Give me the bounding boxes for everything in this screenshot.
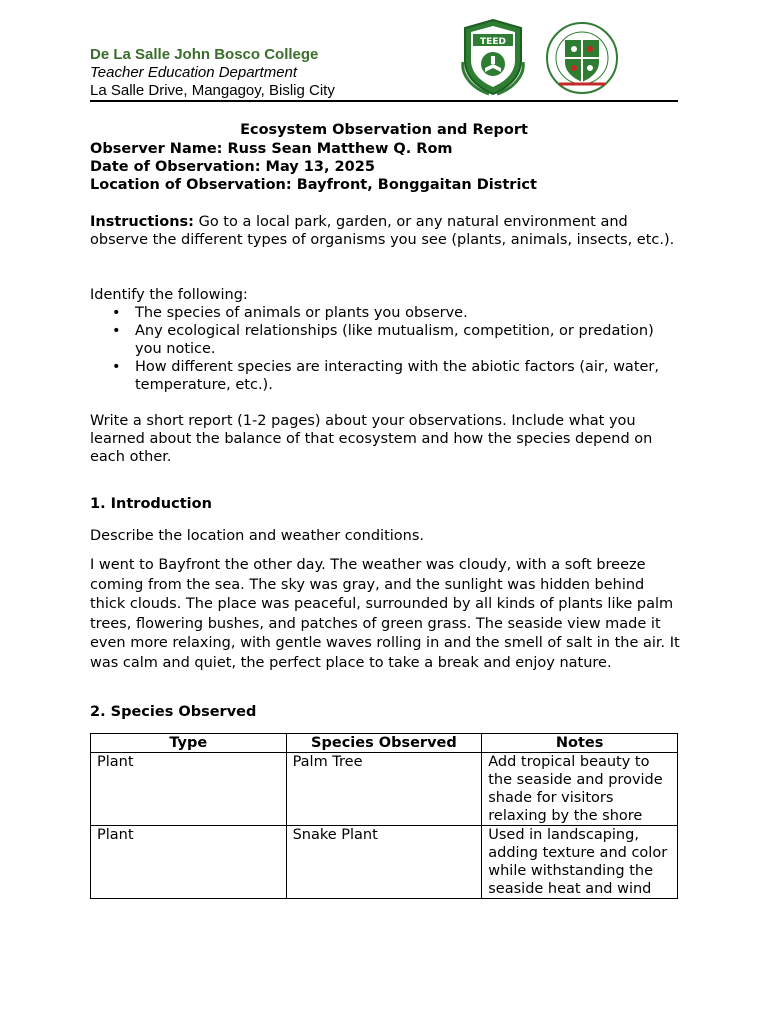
report-title: Ecosystem Observation and Report [240,122,528,138]
cell-notes: Add tropical beauty to the seaside and provide shade for visitors relaxing by the shore [482,753,678,826]
college-name: De La Salle John Bosco College [90,46,319,63]
introduction-prompt: Describe the location and weather conditions. [90,528,425,544]
species-heading: 2. Species Observed [90,704,257,720]
introduction-heading: 1. Introduction [90,496,212,512]
cell-species: Palm Tree [286,753,482,826]
teed-logo [461,18,525,98]
table-row [91,753,678,826]
table-header-row [91,734,678,753]
write-report-instruction: Write a short report (1-2 pages) about your observations. Include what you learned about the balance of that ecosystem and how the species depend on each other. [90,413,653,465]
college-seal-logo [545,18,619,98]
identify-list [90,304,680,394]
header-divider [90,100,678,102]
teed-logo-text: TEED [480,37,506,47]
list-item: • How different species are interacting with the abiotic factors (air, water, temperature, etc.). [112,359,659,393]
observer-name: Observer Name: Russ Sean Matthew Q. Rom [90,141,453,157]
cell-type: Plant [91,826,287,899]
cell-notes: Used in landscaping, adding texture and color while withstanding the seaside heat and wind [482,826,678,899]
introduction-body: I went to Bayfront the other day. The weather was cloudy, with a soft breeze coming from the sea. The sky was gray, and the sunlight was hidden behind thick clouds. The place was peaceful, surrounded by all kinds of plants like palm trees, flowering bushes, and patches of green grass. The seaside view made it even more relaxing, with gentle waves rolling in and the smell of salt in the air. It was calm and quiet, the perfect place to take a break and enjoy nature. [90,557,680,671]
instructions-label: Instructions: [90,214,194,230]
instructions-paragraph [90,213,680,249]
identify-heading: Identify the following: [90,287,248,303]
column-header-notes: Notes [482,734,678,753]
column-header-type: Type [91,734,287,753]
cell-species: Snake Plant [286,826,482,899]
list-item: • Any ecological relationships (like mutualism, competition, or predation) you notice. [112,323,654,357]
cell-type: Plant [91,753,287,826]
species-table [90,733,678,899]
observation-location: Location of Observation: Bayfront, Bonggaitan District [90,177,537,193]
college-address: La Salle Drive, Mangagoy, Bislig City [90,82,335,99]
observation-date: Date of Observation: May 13, 2025 [90,159,375,175]
list-item: • The species of animals or plants you observe. [112,305,468,321]
column-header-species: Species Observed [286,734,482,753]
department-name: Teacher Education Department [90,64,298,81]
instructions-text: Go to a local park, garden, or any natural environment and observe the different types of organisms you see (plants, animals, insects, etc.). [90,214,675,248]
table-row [91,826,678,899]
